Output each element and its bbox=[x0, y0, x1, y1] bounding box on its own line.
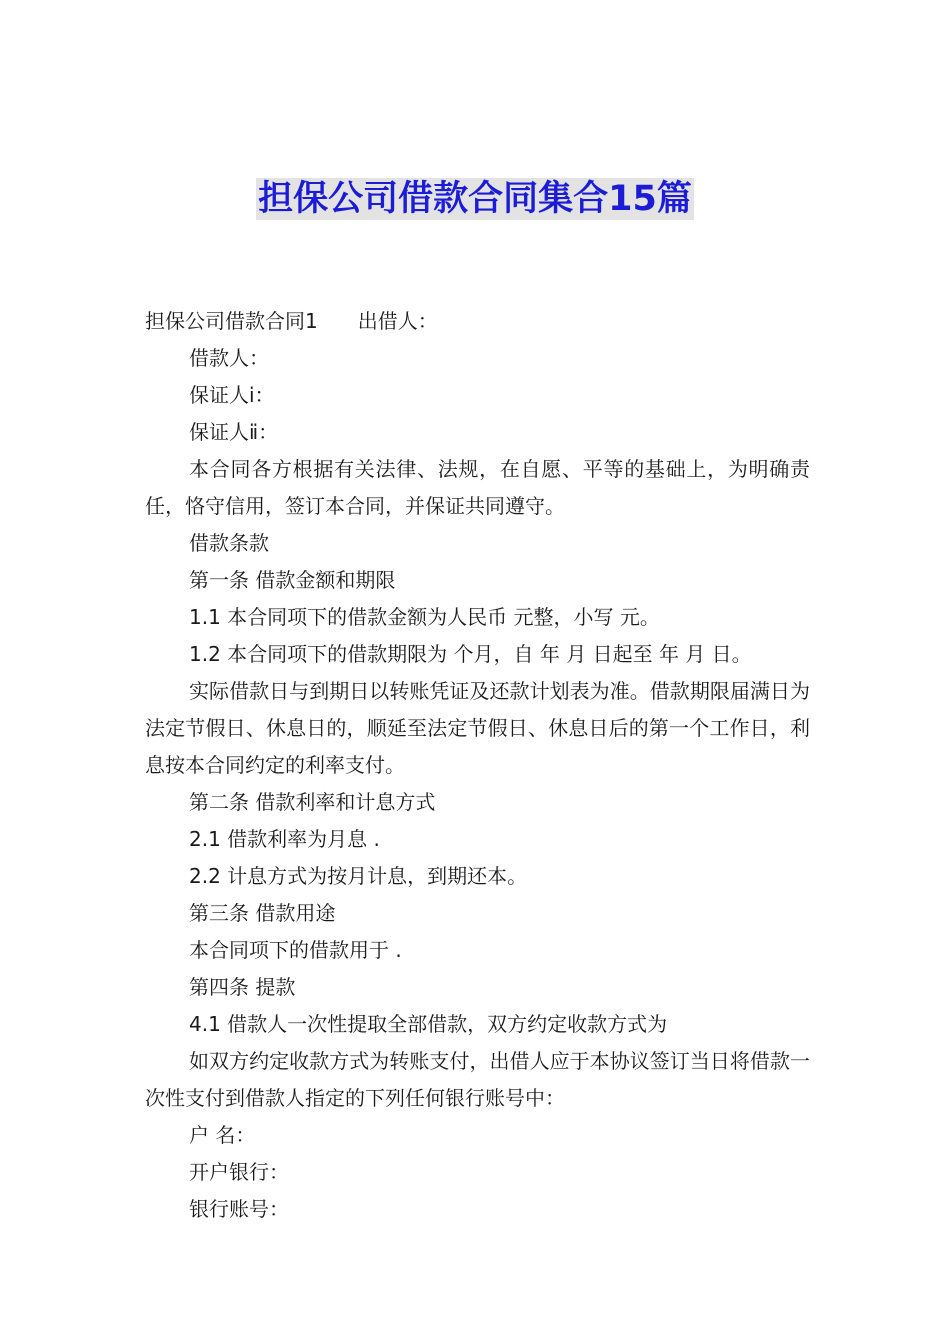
account-name-line: 户 名： bbox=[189, 1123, 256, 1147]
clause-2-2: 2.2 计息方式为按月计息，到期还本。 bbox=[189, 864, 528, 888]
article-4-heading: 第四条 提款 bbox=[189, 975, 296, 999]
guarantor-1-line: 保证人ⅰ： bbox=[189, 383, 275, 407]
clause-3-text: 本合同项下的借款用于 . bbox=[189, 938, 402, 962]
clause-4-1: 4.1 借款人一次性提取全部借款，双方约定收款方式为 bbox=[189, 1012, 668, 1036]
lender-label: 出借人： bbox=[357, 309, 438, 333]
article-2-heading: 第二条 借款利率和计息方式 bbox=[189, 790, 436, 814]
title-container bbox=[0, 178, 950, 220]
guarantor-2-line: 保证人ⅱ： bbox=[189, 420, 279, 444]
document-title: 担保公司借款合同集合15篇 bbox=[258, 179, 692, 219]
borrower-line: 借款人： bbox=[189, 346, 269, 370]
clause-1-note: 实际借款日与到期日以转账凭证及还款计划表为准。借款期限届满日为法定节假日、休息日的，顺延至法定节假日、休息日后的第一个工作日，利息按本合同约定的利率支付。 bbox=[145, 679, 810, 777]
contract-heading: 担保公司借款合同1 bbox=[145, 309, 318, 333]
article-3-heading: 第三条 借款用途 bbox=[189, 901, 336, 925]
clause-2-1: 2.1 借款利率为月息 . bbox=[189, 827, 380, 851]
clause-1-2: 1.2 本合同项下的借款期限为 个月，自 年 月 日起至 年 月 日。 bbox=[189, 642, 752, 666]
article-1-heading: 第一条 借款金额和期限 bbox=[189, 568, 396, 592]
account-number-line: 银行账号： bbox=[189, 1197, 289, 1221]
first-line bbox=[145, 303, 810, 340]
document-body bbox=[145, 303, 810, 1228]
section-heading: 借款条款 bbox=[189, 531, 269, 555]
preamble-paragraph: 本合同各方根据有关法律、法规，在自愿、平等的基础上，为明确责任，恪守信用，签订本合同，并保证共同遵守。 bbox=[145, 457, 810, 518]
clause-4-transfer: 如双方约定收款方式为转账支付，出借人应于本协议签订当日将借款一次性支付到借款人指定的下列任何银行账号中： bbox=[145, 1049, 810, 1110]
bank-line: 开户银行： bbox=[189, 1160, 289, 1184]
clause-1-1: 1.1 本合同项下的借款金额为人民币 元整，小写 元。 bbox=[189, 605, 660, 629]
